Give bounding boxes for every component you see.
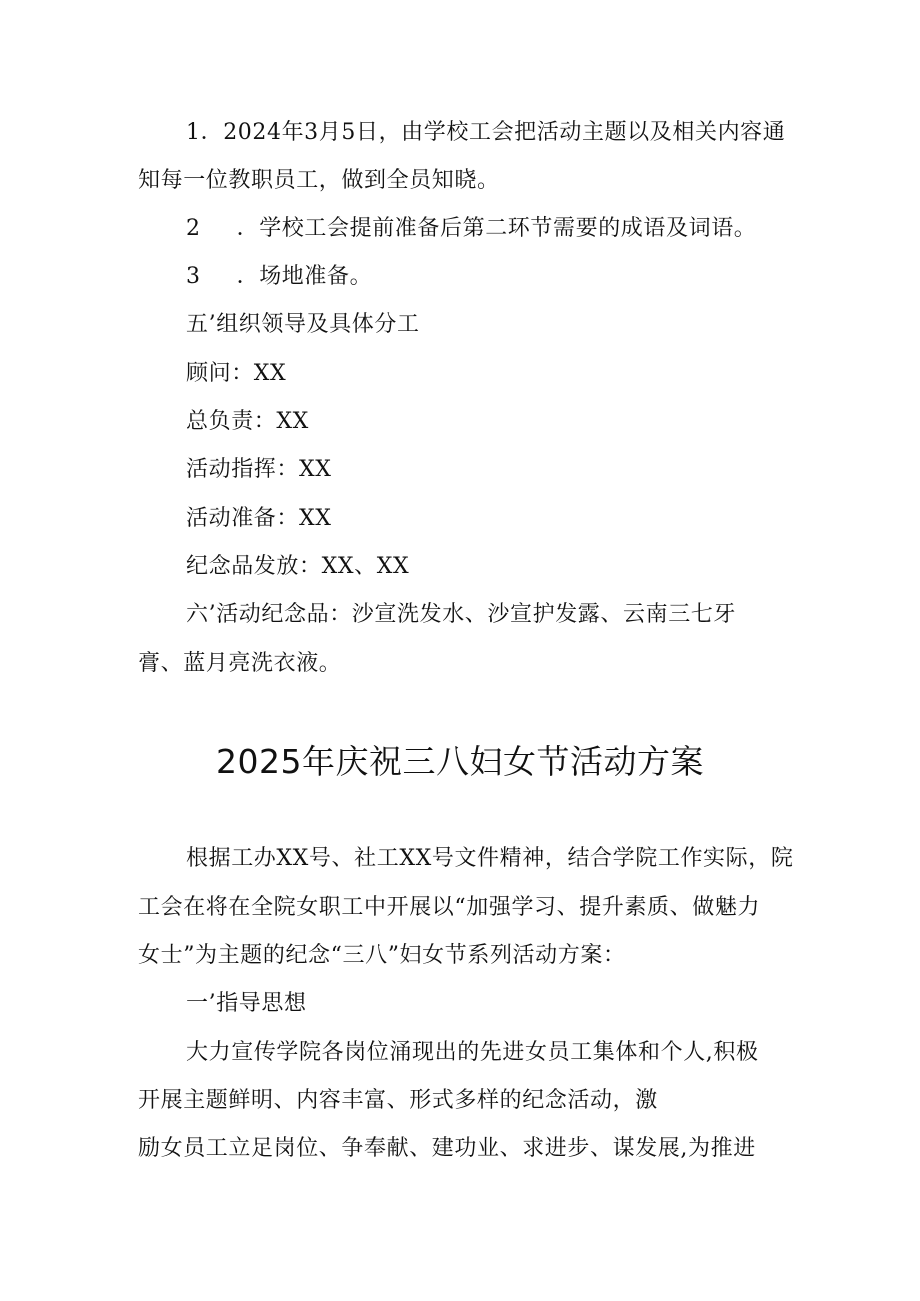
role-preparation: 活动准备：XX: [186, 506, 332, 531]
paragraph-line: 知每一位教职员工，做到全员知晓。: [138, 168, 500, 193]
role-chief: 总负责：XX: [186, 409, 309, 434]
paragraph-line: 励女员工立足岗位、争奉献、建功业、求进步、谋发展,为推进: [138, 1136, 756, 1161]
paragraph-line: 开展主题鲜明、内容丰富、形式多样的纪念活动，激: [138, 1088, 658, 1113]
list-text: ．学校工会提前准备后第二环节需要的成语及词语。: [236, 216, 757, 241]
list-text: ．场地准备。: [236, 264, 373, 289]
role-advisor: 顾问：XX: [186, 361, 287, 386]
section-heading: 五’组织领导及具体分工: [186, 312, 420, 337]
list-item: [186, 262, 372, 292]
section-heading: 六’活动纪念品：沙宣洗发水、沙宣护发露、云南三七牙: [186, 602, 736, 627]
paragraph-line: 女士”为主题的纪念“三八”妇女节系列活动方案：: [138, 943, 626, 968]
list-item: [186, 214, 756, 244]
list-number: 3: [186, 264, 201, 289]
paragraph-line: 1．2024年3月5日，由学校工会把活动主题以及相关内容通: [186, 120, 786, 145]
paragraph-line: 膏、蓝月亮洗衣液。: [138, 651, 342, 676]
document-title: 2025年庆祝三八妇女节活动方案: [216, 742, 704, 781]
role-commander: 活动指挥：XX: [186, 457, 332, 482]
section-heading: 一’指导思想: [186, 991, 307, 1016]
paragraph-line: 工会在将在全院女职工中开展以“加强学习、提升素质、做魅力: [138, 895, 761, 920]
role-souvenir-distribution: 纪念品发放：XX、XX: [186, 554, 410, 579]
paragraph-line: 大力宣传学院各岗位涌现出的先进女员工集体和个人,积极: [186, 1040, 759, 1065]
list-number: 2: [186, 216, 201, 241]
paragraph-line: 根据工办XX号、社工XX号文件精神，结合学院工作实际，院: [186, 846, 794, 871]
